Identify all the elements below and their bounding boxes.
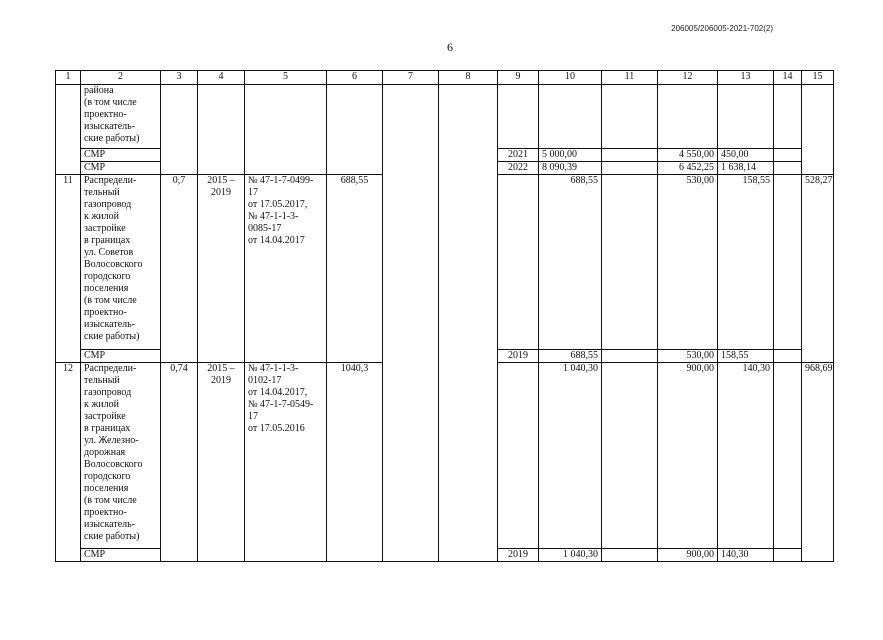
cell-c11 [602, 549, 658, 562]
cell-c12: 900,00 [658, 363, 718, 549]
cell-total [539, 85, 602, 149]
column-header: 3 [161, 71, 198, 85]
data-table-container [55, 70, 833, 562]
cell-c14 [774, 149, 802, 162]
cell-total: 8 090,39 [539, 162, 602, 175]
cell-name: СМР [81, 350, 161, 363]
cell-c11 [602, 350, 658, 363]
cell-period: 2015 – 2019 [198, 363, 245, 562]
cell-c13: 450,00 [718, 149, 774, 162]
cell-c14 [774, 350, 802, 363]
cell-c11 [602, 363, 658, 549]
column-header: 10 [539, 71, 602, 85]
column-header: 8 [439, 71, 498, 85]
cell-c14 [774, 175, 802, 350]
table-row [56, 175, 834, 350]
cell-year [498, 363, 539, 549]
cell-c8 [439, 175, 498, 363]
column-header: 11 [602, 71, 658, 85]
cell-num [56, 85, 81, 175]
cell-name: Распредели- тельный газопровод к жилой застройке в границах ул. Железно- дорожная Волосовского городского поселения (в том числе проектно- изыскатель- ские работы) [81, 363, 161, 549]
data-table [55, 70, 834, 562]
cell-length [161, 85, 198, 175]
cell-c15 [802, 85, 834, 175]
cell-c11 [602, 85, 658, 149]
cell-c12: 530,00 [658, 175, 718, 350]
cell-c7 [383, 175, 439, 363]
cell-c15: 968,69 [802, 363, 834, 562]
cell-c11 [602, 175, 658, 350]
column-header: 2 [81, 71, 161, 85]
cell-name: района (в том числе проектно- изыскатель- ские работы) [81, 85, 161, 149]
cell-c11 [602, 149, 658, 162]
column-header: 6 [327, 71, 383, 85]
cell-name: СМР [81, 549, 161, 562]
cell-num: 11 [56, 175, 81, 363]
cell-c14 [774, 363, 802, 549]
page-number: 6 [447, 40, 453, 54]
cell-docs: № 47-1-7-0499- 17 от 17.05.2017, № 47-1-1-3- 0085-17 от 14.04.2017 [245, 175, 327, 363]
cell-length: 0,74 [161, 363, 198, 562]
cell-cost: 1040,3 [327, 363, 383, 562]
cell-c15: 528,27 [802, 175, 834, 363]
cell-c7 [383, 85, 439, 175]
cell-num: 12 [56, 363, 81, 562]
column-header: 9 [498, 71, 539, 85]
cell-name: СМР [81, 162, 161, 175]
cell-c8 [439, 85, 498, 175]
cell-c13 [718, 85, 774, 149]
cell-year: 2021 [498, 149, 539, 162]
cell-c8 [439, 363, 498, 562]
cell-year: 2019 [498, 350, 539, 363]
cell-year: 2019 [498, 549, 539, 562]
cell-c11 [602, 162, 658, 175]
column-header: 12 [658, 71, 718, 85]
cell-name: Распредели- тельный газопровод к жилой застройке в границах ул. Советов Волосовского городского поселения (в том числе проектно- изыскатель- ские работы) [81, 175, 161, 350]
table-row-carryover [56, 85, 834, 149]
column-header: 13 [718, 71, 774, 85]
cell-c13: 158,55 [718, 175, 774, 350]
column-header: 7 [383, 71, 439, 85]
cell-c13: 140,30 [718, 549, 774, 562]
cell-total: 1 040,30 [539, 363, 602, 549]
cell-cost: 688,55 [327, 175, 383, 363]
cell-year: 2022 [498, 162, 539, 175]
document-id: 206005/206005-2021-702(2) [671, 24, 773, 33]
cell-c12: 900,00 [658, 549, 718, 562]
column-header: 14 [774, 71, 802, 85]
cell-c12: 530,00 [658, 350, 718, 363]
cell-cost [327, 85, 383, 175]
cell-c13: 140,30 [718, 363, 774, 549]
cell-c13: 1 638,14 [718, 162, 774, 175]
column-header: 5 [245, 71, 327, 85]
cell-c7 [383, 363, 439, 562]
cell-name: СМР [81, 149, 161, 162]
cell-total: 688,55 [539, 175, 602, 350]
cell-total: 688,55 [539, 350, 602, 363]
cell-year [498, 85, 539, 149]
cell-c14 [774, 549, 802, 562]
cell-docs [245, 85, 327, 175]
cell-length: 0,7 [161, 175, 198, 363]
cell-total: 1 040,30 [539, 549, 602, 562]
column-header: 15 [802, 71, 834, 85]
cell-c13: 158,55 [718, 350, 774, 363]
table-row [56, 363, 834, 549]
column-header: 4 [198, 71, 245, 85]
cell-c12 [658, 85, 718, 149]
cell-period: 2015 – 2019 [198, 175, 245, 363]
column-header: 1 [56, 71, 81, 85]
cell-period [198, 85, 245, 175]
cell-docs: № 47-1-1-3- 0102-17 от 14.04.2017, № 47-1-7-0549- 17 от 17.05.2016 [245, 363, 327, 562]
cell-year [498, 175, 539, 350]
cell-c14 [774, 162, 802, 175]
cell-c12: 6 452,25 [658, 162, 718, 175]
cell-c14 [774, 85, 802, 149]
cell-total: 5 000,00 [539, 149, 602, 162]
cell-c12: 4 550,00 [658, 149, 718, 162]
table-header-row [56, 71, 834, 85]
